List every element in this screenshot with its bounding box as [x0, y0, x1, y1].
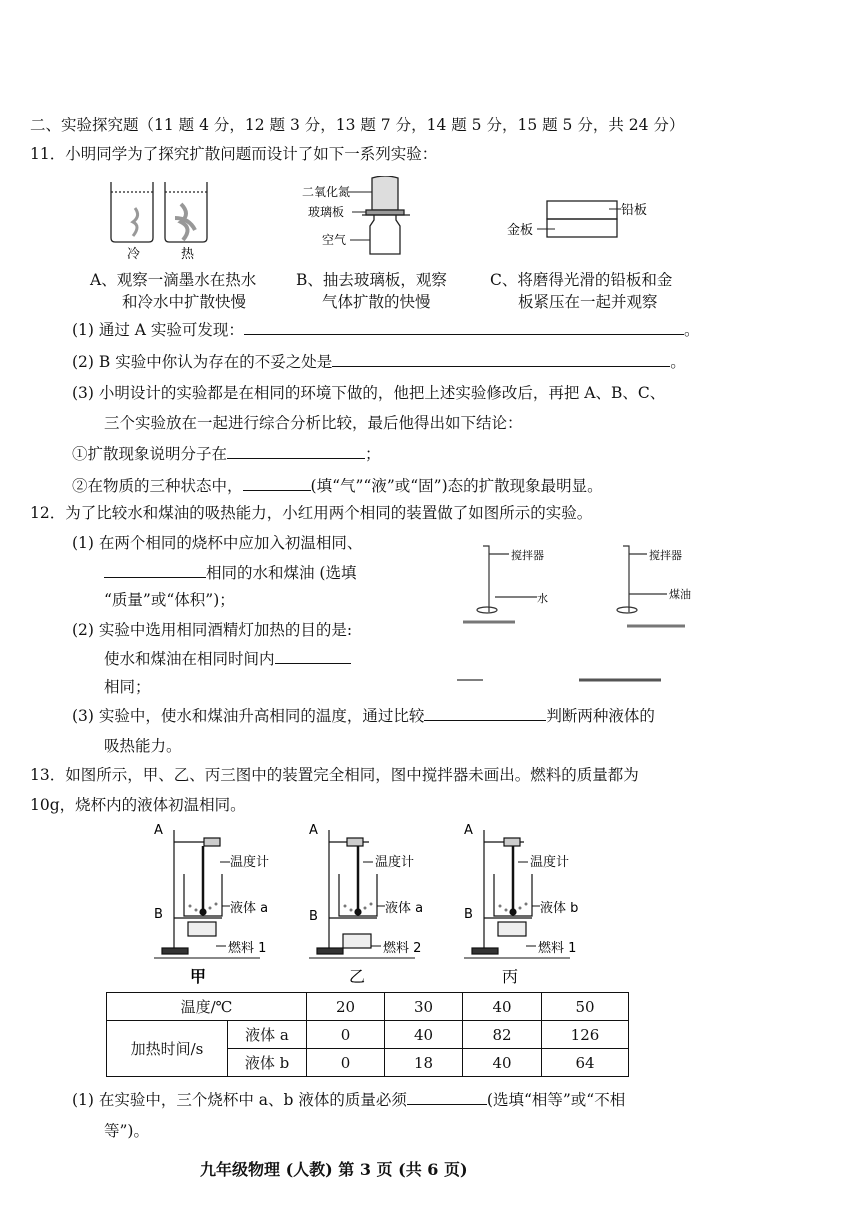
- label-thermometer: 温度计: [530, 855, 570, 870]
- q11-concl1-text: ①扩散现象说明分子在: [72, 445, 228, 463]
- table-row-label: 液体 b: [228, 1049, 307, 1077]
- table-cell: 126: [542, 1021, 629, 1049]
- q11-sub2: [72, 352, 686, 372]
- heating-data-table: [106, 992, 629, 1077]
- label-thermometer: 温度计: [375, 855, 415, 870]
- figure-13-jia: [150, 822, 280, 992]
- label-B: B: [154, 907, 163, 922]
- answer-blank-q12-1[interactable]: [104, 563, 206, 578]
- q11-concl2-post: (填“气”“液”或“固”)态的扩散现象最明显。: [310, 477, 603, 495]
- section-title: 二、实验探究题（11 题 4 分，12 题 3 分，13 题 7 分，14 题 5 分，15 题 5 分，共 24 分）: [30, 116, 685, 134]
- table-row: [107, 1021, 629, 1049]
- label-thermometer: 温度计: [230, 855, 270, 870]
- q12-sub3-line1: [72, 706, 655, 726]
- q11-conclusion-2: [72, 476, 603, 496]
- label-no2: 二氧化氮: [302, 185, 351, 199]
- q13-sub1-post: (选填“相等”或“不相: [486, 1091, 626, 1109]
- table-row: [107, 993, 629, 1021]
- caption-b-line2: 气体扩散的快慢: [322, 293, 431, 311]
- caption-yi: 乙: [349, 967, 366, 986]
- label-A: A: [464, 823, 473, 838]
- q11-sub1-text: (1) 通过 A 实验可发现：: [72, 321, 244, 339]
- question-13-stem-line1: 13．如图所示，甲、乙、丙三图中的装置完全相同，图中搅拌器未画出。燃料的质量都为: [30, 766, 639, 784]
- label-kerosene: 煤油: [669, 588, 691, 601]
- q12-sub2-line2: [104, 649, 351, 669]
- label-stirrer-right: 搅拌器: [649, 549, 682, 562]
- figure-11a-beakers: [105, 178, 215, 263]
- label-B: B: [464, 907, 473, 922]
- q13-sub1-pre: (1) 在实验中，三个烧杯中 a、b 液体的质量必须: [72, 1091, 407, 1109]
- q11-sub1: [72, 320, 699, 340]
- table-cell: 0: [307, 1021, 385, 1049]
- q12-sub1-line2-text: 相同的水和煤油 (选填: [206, 564, 357, 582]
- answer-blank-q13-1[interactable]: [407, 1090, 487, 1105]
- q12-sub2-line2-text: 使水和煤油在相同时间内: [104, 650, 275, 668]
- table-cell: 18: [385, 1049, 463, 1077]
- table-cell: 50: [542, 993, 629, 1021]
- label-A: A: [154, 823, 163, 838]
- table-cell: 40: [463, 1049, 542, 1077]
- label-gold-plate: 金板: [507, 223, 534, 238]
- q12-sub1-line3: “质量”或“体积”)；: [104, 591, 235, 609]
- label-liquid: 液体 a: [230, 901, 269, 916]
- answer-blank-q11-1[interactable]: [244, 320, 684, 335]
- end-mark: 。: [683, 321, 700, 339]
- q12-sub3-pre: (3) 实验中，使水和煤油升高相同的温度，通过比较: [72, 707, 425, 725]
- label-B: B: [309, 909, 318, 924]
- figure-11b-gas-bottles: [300, 176, 440, 266]
- table-row-group-label: 加热时间/s: [107, 1021, 228, 1077]
- label-hot: 热: [181, 247, 195, 262]
- end-mark: 。: [670, 353, 686, 371]
- label-stirrer-left: 搅拌器: [511, 549, 544, 562]
- q12-sub1-line2: [104, 563, 356, 583]
- figure-13-bing: [460, 822, 590, 992]
- question-13-stem-line2: 10g，烧杯内的液体初温相同。: [30, 796, 246, 814]
- table-cell: 64: [542, 1049, 629, 1077]
- question-11-stem: 11．小明同学为了探究扩散问题而设计了如下一系列实验：: [30, 145, 438, 163]
- q13-sub1-line1: [72, 1090, 625, 1110]
- table-row-label: 液体 a: [228, 1021, 307, 1049]
- answer-blank-q11-2[interactable]: [332, 352, 670, 367]
- label-cold: 冷: [127, 247, 141, 262]
- caption-a-line2: 和冷水中扩散快慢: [122, 293, 247, 311]
- table-header-label: 温度/℃: [107, 993, 307, 1021]
- table-cell: 20: [307, 993, 385, 1021]
- caption-bing: 丙: [502, 967, 519, 986]
- label-fuel: 燃料 2: [383, 941, 422, 956]
- label-glass-plate: 玻璃板: [308, 205, 345, 219]
- q12-sub1-line1: (1) 在两个相同的烧杯中应加入初温相同、: [72, 534, 363, 552]
- q11-concl2-pre: ②在物质的三种状态中，: [72, 477, 243, 495]
- answer-blank-q12-3[interactable]: [424, 706, 546, 721]
- table-cell: 40: [385, 1021, 463, 1049]
- answer-blank-q12-2[interactable]: [275, 649, 351, 664]
- label-air: 空气: [322, 233, 347, 247]
- label-liquid: 液体 a: [385, 901, 424, 916]
- page-footer: 九年级物理 (人教) 第 3 页 (共 6 页): [200, 1160, 468, 1179]
- label-lead-plate: 铅板: [621, 203, 648, 218]
- answer-blank-q11-3[interactable]: [227, 444, 365, 459]
- q12-sub2-line1: (2) 实验中选用相同酒精灯加热的目的是:: [72, 621, 353, 639]
- q12-sub3-line2: 吸热能力。: [104, 737, 182, 755]
- table-cell: 0: [307, 1049, 385, 1077]
- q11-sub2-text: (2) B 实验中你认为存在的不妥之处是: [72, 353, 333, 371]
- caption-jia: 甲: [190, 967, 207, 986]
- q11-conclusion-1: [72, 444, 381, 464]
- caption-a-line1: A、观察一滴墨水在热水: [90, 271, 257, 289]
- caption-c-line1: C、将磨得光滑的铅板和金: [490, 271, 673, 289]
- caption-c-line2: 板紧压在一起并观察: [518, 293, 658, 311]
- label-fuel: 燃料 1: [228, 941, 267, 956]
- label-water: 水: [537, 592, 548, 605]
- q13-sub1-line2: 等”)。: [104, 1122, 149, 1140]
- label-liquid: 液体 b: [540, 901, 579, 916]
- answer-blank-q11-4[interactable]: [243, 476, 311, 491]
- figure-13-yi: [305, 822, 435, 992]
- question-12-stem: 12．为了比较水和煤油的吸热能力，小红用两个相同的装置做了如图所示的实验。: [30, 504, 593, 522]
- q12-sub3-post: 判断两种液体的: [546, 707, 655, 725]
- caption-b-line1: B、抽去玻璃板，观察: [296, 271, 447, 289]
- figure-12-apparatus: [455, 540, 735, 690]
- figure-11c-plates: [505, 195, 665, 245]
- q11-sub3-line1: (3) 小明设计的实验都是在相同的环境下做的，他把上述实验修改后，再把 A、B、C、: [72, 384, 666, 402]
- label-A: A: [309, 823, 318, 838]
- table-cell: 30: [385, 993, 463, 1021]
- q11-sub3-line2: 三个实验放在一起进行综合分析比较，最后他得出如下结论：: [104, 414, 523, 432]
- table-cell: 40: [463, 993, 542, 1021]
- q12-sub2-line3: 相同；: [104, 678, 151, 696]
- semicolon: ；: [365, 445, 381, 463]
- label-fuel: 燃料 1: [538, 941, 577, 956]
- table-cell: 82: [463, 1021, 542, 1049]
